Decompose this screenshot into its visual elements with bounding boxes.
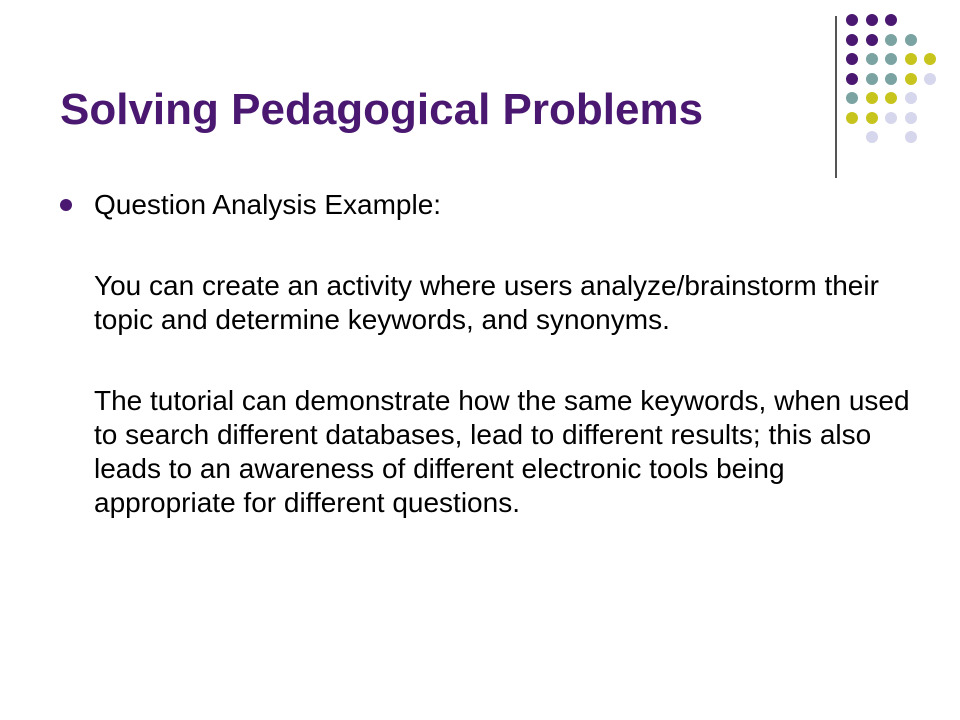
decorative-dot	[846, 53, 858, 65]
decorative-dot	[866, 92, 878, 104]
decorative-dot	[846, 92, 858, 104]
decorative-dot	[905, 34, 917, 46]
paragraph-tutorial: The tutorial can demonstrate how the same keywords, when used to search different databases, lead to different results; this also leads to an awareness of different electronic tools being appropriate for different questions.	[94, 385, 910, 518]
bullet-item	[60, 188, 920, 520]
decorative-dot	[905, 73, 917, 85]
decorative-dot	[885, 112, 897, 124]
decorative-dot	[866, 131, 878, 143]
decorative-dot	[846, 34, 858, 46]
decorative-dot	[846, 14, 858, 26]
decorative-dot	[866, 34, 878, 46]
slide-title: Solving Pedagogical Problems	[60, 85, 704, 134]
decorative-dot	[885, 34, 897, 46]
bullet-list	[60, 188, 920, 520]
decorative-dot	[885, 73, 897, 85]
decorative-dot	[905, 131, 917, 143]
decorative-dot	[905, 53, 917, 65]
decorative-dot	[866, 53, 878, 65]
decorative-dot	[866, 73, 878, 85]
decorative-dot	[885, 14, 897, 26]
paragraph-activity: You can create an activity where users analyze/brainstorm their topic and determine keywords, and synonyms.	[94, 270, 879, 335]
decorative-dot	[885, 53, 897, 65]
decorative-dot	[885, 92, 897, 104]
decorative-dot	[846, 73, 858, 85]
decorative-dot	[866, 112, 878, 124]
decorative-dot	[866, 14, 878, 26]
decorative-dot	[846, 112, 858, 124]
title-divider	[835, 16, 837, 178]
bullet-dot-icon	[60, 199, 72, 211]
decorative-dot	[924, 53, 936, 65]
decorative-dot	[905, 112, 917, 124]
decorative-dot	[905, 92, 917, 104]
decorative-dot	[924, 73, 936, 85]
bullet-heading: Question Analysis Example:	[94, 189, 442, 220]
